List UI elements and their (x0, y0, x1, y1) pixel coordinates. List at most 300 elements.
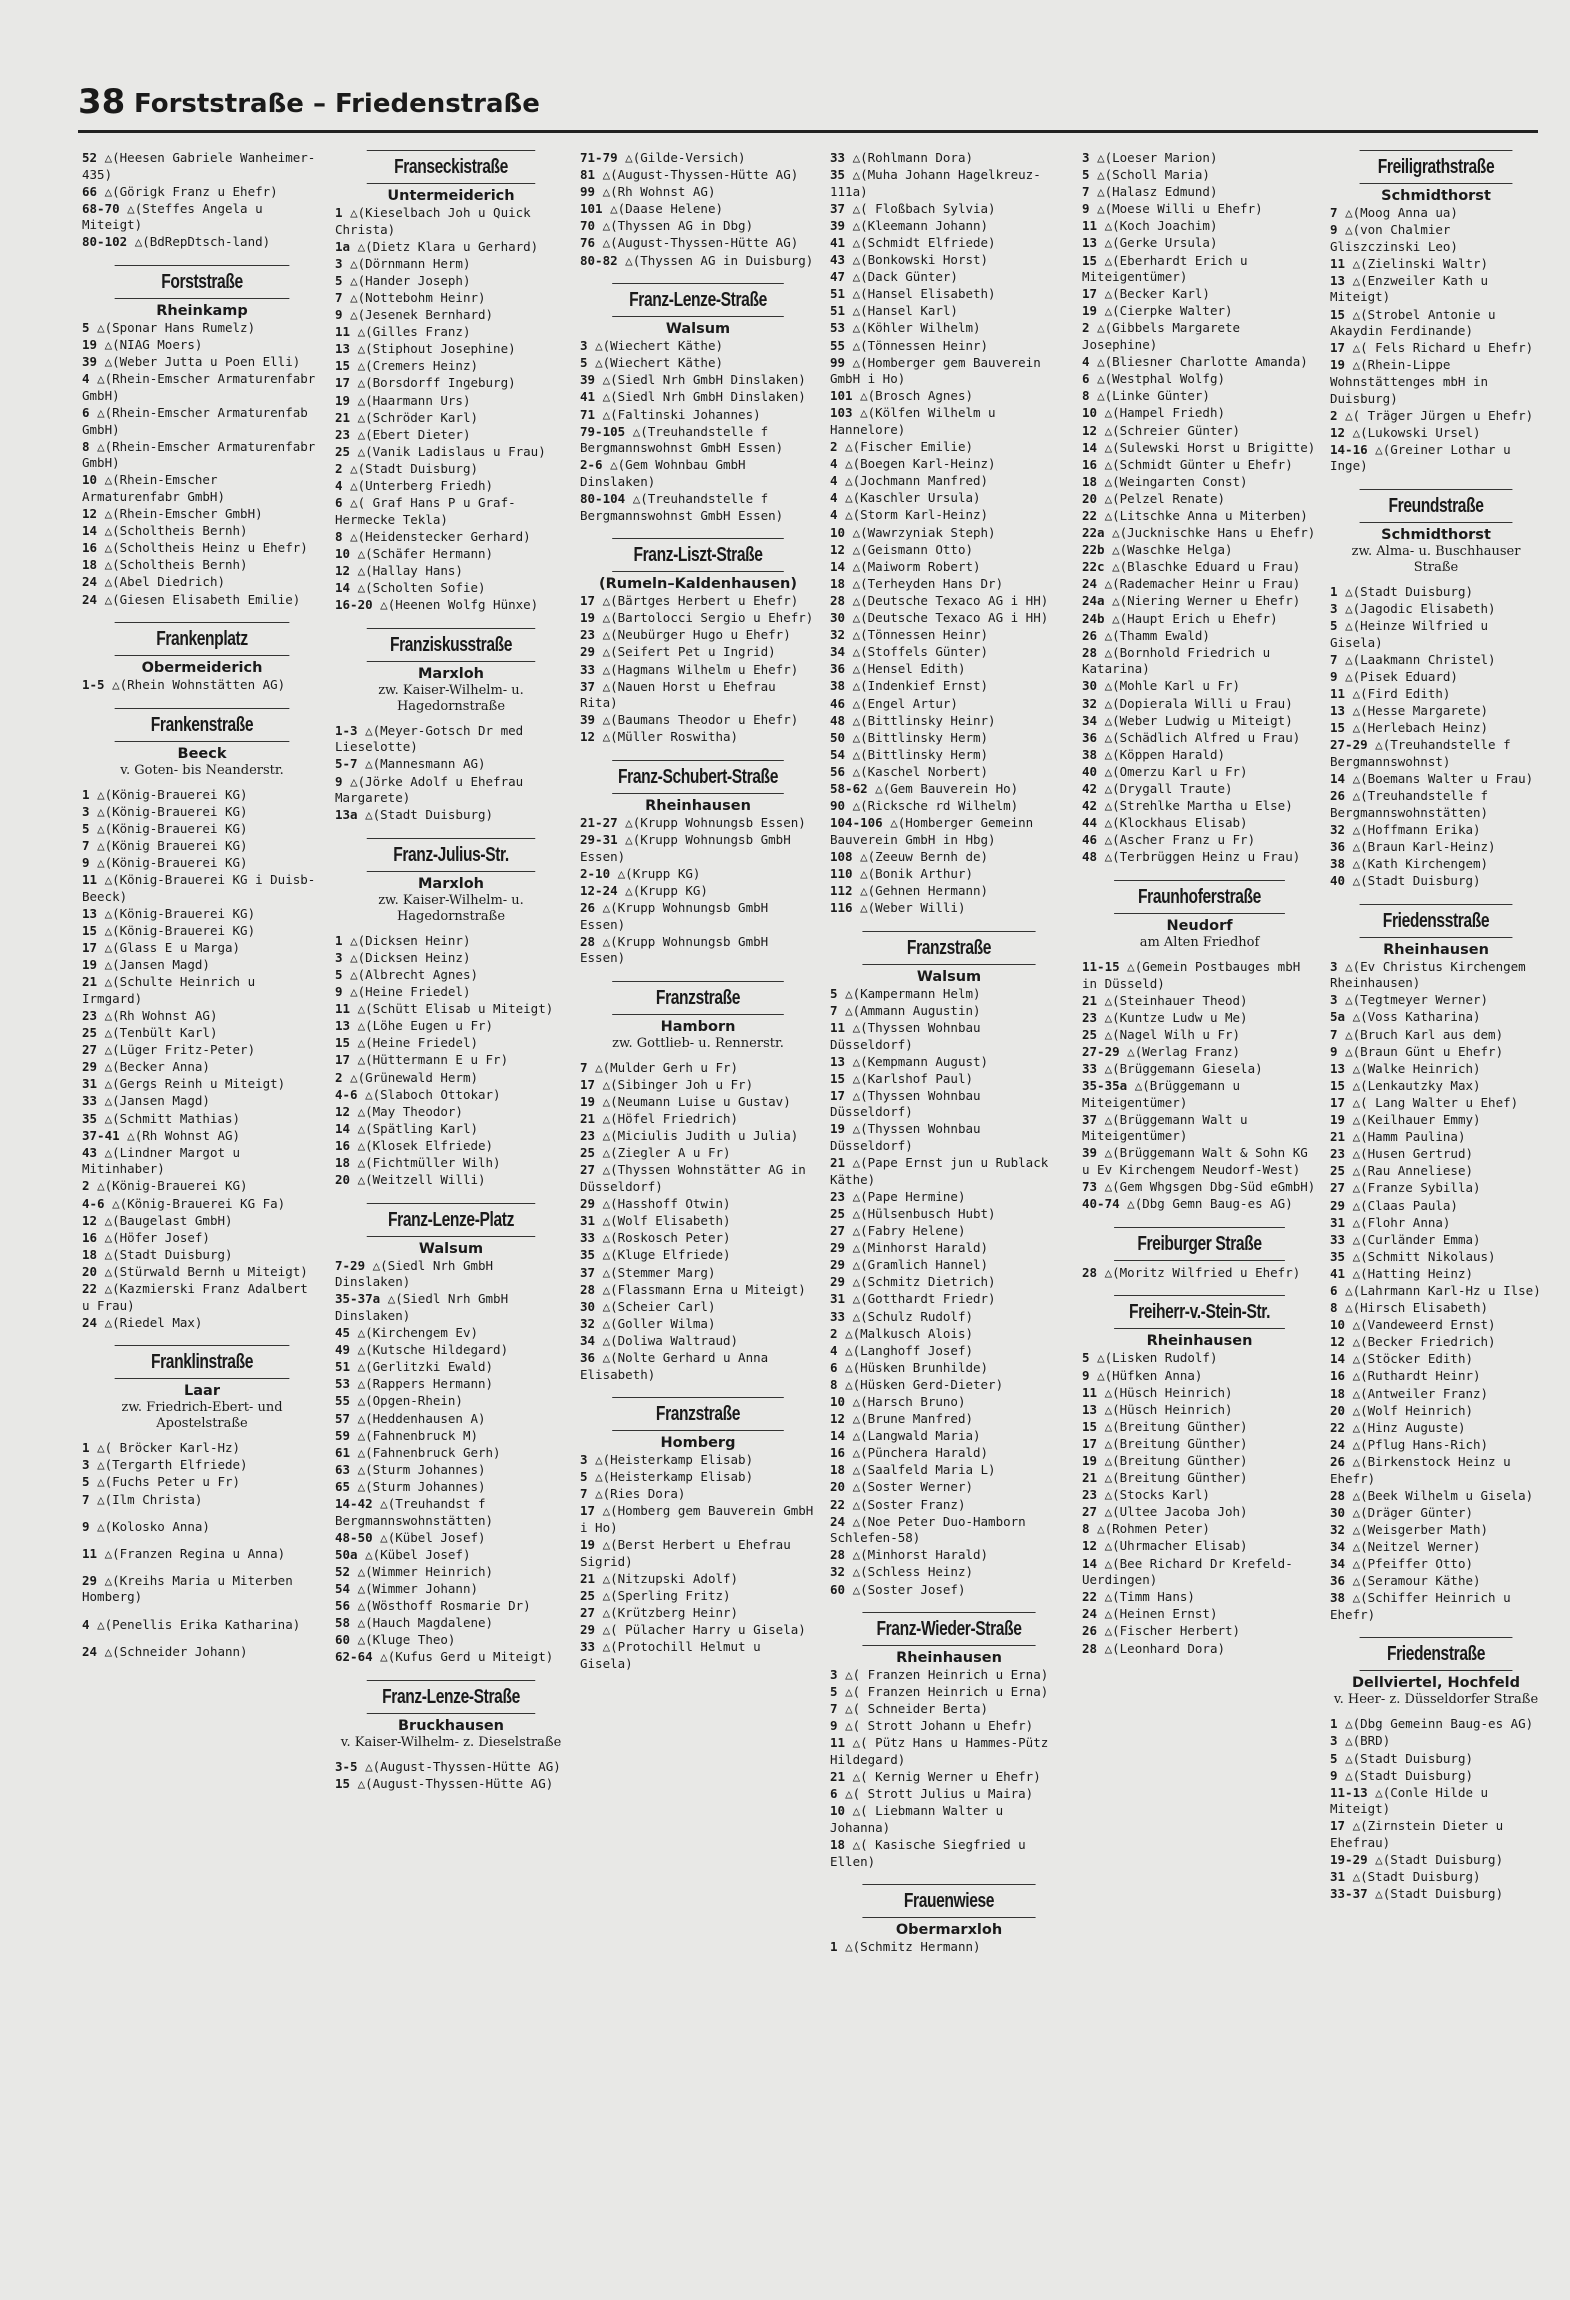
owner-name: △(Minhorst Harald) (852, 1240, 989, 1256)
owner-name: △(Langwald Maria) (852, 1428, 981, 1444)
directory-entry (580, 1350, 816, 1383)
directory-entry (1082, 423, 1317, 440)
directory-entry (335, 1759, 567, 1776)
house-number: 39 (82, 354, 98, 370)
owner-name: △(König-Brauerei KG) (97, 820, 248, 836)
directory-entry (1082, 1027, 1317, 1044)
house-number: 31 (830, 1291, 846, 1307)
street-section (1082, 880, 1317, 1213)
house-number: 1 (335, 205, 343, 220)
owner-name: △(Kempmann August) (852, 1053, 989, 1069)
owner-name: △(Stadt Duisburg) (350, 460, 478, 476)
district-name: Walsum (418, 1240, 484, 1257)
directory-entry (1330, 1751, 1542, 1768)
directory-entry (830, 986, 1068, 1003)
house-number: 71-79 (580, 150, 618, 165)
district-name: Rheinhausen (1146, 1333, 1253, 1350)
owner-name: △(Krupp KG) (625, 882, 708, 898)
house-number: 19 (580, 1537, 596, 1553)
owner-name: △(Glass E u Marga) (104, 940, 241, 956)
owner-name: △(Heesen Gabriele Wanheimer-435) (82, 150, 316, 182)
street-name: Frankenplatz (115, 622, 290, 656)
owner-name: △(Strobel Antonie u Akaydin Ferdinande) (1330, 306, 1504, 339)
owner-name: △(Heinze Wilfried u Gisela) (1330, 618, 1496, 650)
directory-entry (82, 405, 322, 438)
house-number: 15 (335, 1035, 351, 1051)
directory-entry (830, 1088, 1068, 1121)
house-number: 17 (580, 593, 596, 609)
house-number: 12 (1330, 424, 1346, 440)
owner-name: △(NIAG Moers) (104, 337, 203, 353)
owner-name: △(Stadt Duisburg) (1345, 1750, 1473, 1766)
directory-entry (830, 1274, 1068, 1291)
owner-name: △(König-Brauerei KG) (97, 786, 248, 802)
owner-name: △(Deutsche Texaco AG i HH) (852, 592, 1049, 608)
house-number: 21 (82, 974, 98, 990)
street-section (580, 1397, 821, 1672)
owner-name: △(Kazmierski Franz Adalbert u Frau) (82, 1280, 316, 1313)
directory-entry (82, 1315, 322, 1332)
owner-name: △(Muha Johann Hagelkreuz-111a) (830, 167, 1041, 199)
owner-name: △(Schütt Elisab u Miteigt) (357, 1001, 554, 1017)
street-name: Frankenstraße (115, 708, 290, 742)
house-number: 14 (830, 558, 846, 574)
owner-name: △(Zielinski Waltr) (1352, 255, 1489, 271)
owner-name: △(Fabry Helene) (852, 1223, 966, 1239)
owner-name: △(Minhorst Harald) (852, 1547, 989, 1563)
owner-name: △(Meyer-Gotsch Dr med Lieselotte) (335, 722, 531, 755)
street-name: Freiburger Straße (1114, 1227, 1285, 1261)
owner-name: △( Kasische Siegfried u Ellen) (830, 1837, 1034, 1869)
owner-name: △(Bittlinsky Herm) (852, 729, 989, 745)
directory-entry (335, 1462, 567, 1479)
street-range: zw. Kaiser-Wilhelm- u. Hagedornstraße (378, 682, 524, 714)
owner-name: △(Seramour Käthe) (1352, 1573, 1481, 1589)
owner-name: △(Scholtheis Bernh) (104, 523, 248, 539)
district-name: Bruckhausen (398, 1717, 504, 1734)
house-number: 3 (335, 255, 343, 271)
directory-entry (830, 815, 1068, 848)
house-number: 18 (1082, 473, 1098, 489)
owner-name: △(Nitzupski Adolf) (602, 1570, 739, 1586)
house-number: 34 (1330, 1555, 1346, 1571)
house-number: 4 (1082, 354, 1090, 370)
directory-entry (1082, 798, 1317, 815)
house-number: 2 (335, 460, 343, 476)
directory-entry (335, 444, 567, 461)
house-number: 32 (830, 1564, 846, 1580)
house-number: 28 (580, 1281, 596, 1297)
directory-entry (580, 1639, 816, 1672)
street-section (1082, 1227, 1317, 1282)
house-number: 7-29 (335, 1257, 366, 1273)
owner-name: △(Scholtheis Heinz u Ehefr) (104, 540, 308, 556)
directory-entry (1330, 1733, 1542, 1750)
owner-name: △(Bruch Karl aus dem) (1345, 1026, 1504, 1042)
directory-entry (830, 1564, 1068, 1581)
directory-entry (82, 1093, 322, 1110)
directory-entry (82, 1111, 322, 1128)
house-number: 25 (580, 1145, 596, 1161)
owner-name: △(Tönnessen Heinr) (852, 627, 989, 643)
owner-name: △(Schmitt Mathias) (104, 1110, 241, 1126)
directory-entry (1082, 1145, 1317, 1178)
house-number: 9 (335, 307, 343, 323)
district-name: Walsum (916, 968, 982, 985)
house-number: 5 (82, 820, 90, 836)
directory-entry (82, 855, 322, 872)
owner-name: △(Rau Anneliese) (1352, 1163, 1474, 1179)
house-number: 103 (830, 405, 853, 421)
house-number: 5 (335, 967, 343, 982)
house-number: 6 (830, 1359, 838, 1375)
directory-entry (1330, 1198, 1542, 1215)
owner-name: △( Liebmann Walter u Johanna) (830, 1803, 1011, 1835)
house-number: 9 (82, 1518, 90, 1534)
house-number: 19 (335, 392, 351, 408)
house-number: 29-31 (580, 832, 618, 848)
owner-name: △(Dbg Gemn Baug-es AG) (1127, 1196, 1293, 1212)
directory-entry (1082, 1641, 1317, 1658)
house-number: 15 (82, 923, 98, 938)
house-number: 10 (1082, 405, 1098, 421)
directory-entry (335, 1411, 567, 1428)
owner-name: △(Schreier Günter) (1104, 422, 1241, 438)
directory-entry (580, 1247, 816, 1264)
owner-name: △(Breitung Günther) (1104, 1453, 1248, 1468)
owner-name: △(Tönnessen Heinr) (852, 337, 989, 353)
directory-entry (1330, 771, 1542, 788)
owner-name: △(Hansel Elisabeth) (852, 286, 996, 302)
directory-entry (82, 234, 322, 251)
directory-entry (1082, 849, 1317, 866)
owner-name: △(Hesse Margarete) (1352, 703, 1489, 719)
street-section (335, 1203, 567, 1666)
house-number: 51 (335, 1359, 351, 1375)
street-section (82, 622, 322, 694)
house-number: 31 (82, 1076, 98, 1092)
directory-entry (335, 1615, 567, 1632)
owner-name: △(Sponar Hans Rumelz) (97, 320, 256, 336)
house-number: 8 (335, 528, 343, 544)
column-6 (1330, 150, 1542, 2280)
owner-name: △(Noe Peter Duo-Hamborn Schlefen-58) (830, 1513, 1034, 1546)
directory-entry (580, 1622, 816, 1639)
directory-entry (580, 1196, 816, 1213)
directory-entry (1082, 1538, 1317, 1555)
house-number: 13 (1330, 703, 1346, 719)
owner-name: △(Kreihs Maria u Miterben Homberg) (82, 1572, 301, 1605)
house-number: 25 (335, 443, 351, 459)
owner-name: △(Homberger gem Bauverein GmbH i Ho) (830, 354, 1049, 387)
directory-entry (335, 1632, 567, 1649)
directory-entry (1082, 1521, 1317, 1538)
directory-entry (1082, 201, 1317, 218)
house-number: 22 (830, 1496, 846, 1512)
owner-name: △(Riedel Max) (104, 1314, 203, 1330)
house-number: 37 (830, 200, 846, 216)
directory-entry (82, 184, 322, 201)
house-number: 116 (830, 900, 853, 916)
owner-name: △(Stürwald Bernh u Miteigt) (104, 1263, 308, 1279)
house-number: 13 (335, 341, 351, 357)
directory-entry (335, 1291, 567, 1324)
house-number: 17 (1082, 1435, 1098, 1451)
street-name: Friedenstraße (1360, 1637, 1513, 1671)
directory-entry (580, 662, 816, 679)
house-number: 4 (830, 1342, 838, 1358)
owner-name: △(Pelzel Renate) (1104, 490, 1226, 506)
house-number: 59 (335, 1427, 351, 1443)
owner-name: △(Linke Günter) (1097, 388, 1210, 404)
directory-entry (1082, 1453, 1317, 1470)
owner-name: △(Kaschler Ursula) (845, 490, 981, 506)
owner-name: △(Weisgerber Math) (1352, 1521, 1489, 1537)
owner-name: △(Brüggemann Walt & Sohn KG u Ev Kirchengem Neudorf-West) (1082, 1145, 1316, 1178)
district-name: Marxloh (418, 665, 484, 682)
owner-name: △(Herlebach Heinz) (1352, 720, 1489, 736)
house-number: 1 (82, 1440, 90, 1456)
house-number: 32 (1330, 1521, 1346, 1537)
house-number: 51 (830, 303, 846, 319)
directory-entry (580, 832, 816, 865)
directory-entry (580, 201, 816, 218)
owner-name: △(Greiner Lothar u Inge) (1330, 441, 1519, 474)
owner-name: △(Werlag Franz) (1127, 1043, 1241, 1059)
owner-name: △(Jesenek Bernhard) (350, 307, 494, 323)
house-number: 7 (335, 289, 343, 305)
house-number: 7 (1082, 184, 1090, 200)
house-number: 33 (580, 1639, 596, 1655)
house-number: 11 (82, 1545, 98, 1561)
column-5 (1082, 150, 1317, 2280)
directory-entry (335, 324, 567, 341)
directory-entry (830, 696, 1068, 713)
directory-entry (580, 729, 816, 746)
owner-name: △(Cremers Heinz) (357, 358, 479, 374)
owner-name: △(Dicksen Heinz) (350, 949, 471, 965)
owner-name: △(Thyssen Wohnbau Düsseldorf) (830, 1121, 989, 1154)
owner-name: △(Bonkowski Horst) (852, 252, 989, 268)
house-number: 39 (830, 217, 846, 233)
owner-name: △(Deutsche Texaco AG i HH) (852, 610, 1049, 626)
owner-name: △(Hüttermann E u Fr) (357, 1052, 509, 1068)
owner-name: △(Nolte Gerhard u Anna Elisabeth) (580, 1349, 776, 1382)
owner-name: △(Zirnstein Dieter u Ehefrau) (1330, 1818, 1511, 1850)
directory-entry (1082, 1010, 1317, 1027)
directory-entry (335, 1649, 567, 1666)
owner-name: △(Soster Josef) (852, 1581, 966, 1597)
house-number: 1-5 (82, 677, 105, 693)
owner-name: △( Träger Jürgen u Ehefr) (1345, 407, 1534, 423)
house-number: 15 (830, 1070, 846, 1086)
directory-entry (830, 1547, 1068, 1564)
house-number: 40-74 (1082, 1196, 1120, 1212)
owner-name: △(Jochmann Manfred) (845, 473, 989, 489)
directory-entry (580, 1571, 816, 1588)
directory-entry (1330, 1095, 1542, 1112)
directory-entry (335, 341, 567, 358)
directory-entry (830, 338, 1068, 355)
directory-entry (580, 424, 816, 457)
directory-entry (1082, 713, 1317, 730)
house-number: 10 (830, 1803, 846, 1819)
directory-entry (1330, 1266, 1542, 1283)
house-number: 19 (580, 1094, 596, 1110)
house-number: 20 (1330, 1402, 1346, 1418)
directory-entry (1330, 1009, 1542, 1026)
street-section (1082, 150, 1317, 866)
directory-entry (82, 923, 322, 940)
house-number: 14 (1082, 439, 1098, 455)
owner-name: △(Krupp KG) (617, 865, 701, 881)
house-number: 16 (82, 540, 98, 556)
house-number: 99 (830, 354, 846, 370)
directory-entry (335, 1496, 567, 1529)
house-number: 21 (830, 1155, 846, 1171)
owner-name: △(Beek Wilhelm u Gisela) (1352, 1487, 1534, 1503)
house-number: 49 (335, 1342, 351, 1358)
house-number: 9 (335, 773, 343, 789)
district-name: Laar (184, 1383, 220, 1400)
house-number: 63 (335, 1461, 351, 1477)
owner-name: △(Hüsch Heinrich) (1104, 1384, 1233, 1400)
directory-entry (335, 1172, 567, 1189)
directory-entry (830, 201, 1068, 218)
directory-entry (830, 1735, 1068, 1768)
owner-name: △(König-Brauerei KG i Duisb-Beeck) (82, 872, 316, 904)
owner-name: △(Löhe Eugen u Fr) (357, 1018, 494, 1034)
owner-name: △(von Chalmier Gliszczinski Leo) (1330, 222, 1458, 254)
directory-entry (335, 290, 567, 307)
owner-name: △(Dräger Günter) (1352, 1504, 1474, 1520)
directory-entry (830, 610, 1068, 627)
directory-entry (82, 1573, 322, 1606)
owner-name: △(Moog Anna ua) (1345, 205, 1458, 220)
house-number: 29 (830, 1274, 846, 1290)
owner-name: △( Strott Johann u Ehefr) (845, 1718, 1034, 1734)
house-number: 10 (830, 1393, 846, 1409)
house-number: 23 (1082, 1009, 1098, 1025)
owner-name: △(Dbg Gemeinn Baug-es AG) (1345, 1716, 1534, 1732)
owner-name: △(Harsch Bruno) (852, 1393, 966, 1409)
directory-entry (1330, 839, 1542, 856)
directory-entry (830, 286, 1068, 303)
owner-name: △(Pape Ernst jun u Rublack Käthe) (830, 1155, 1056, 1187)
house-number: 33 (82, 1093, 98, 1109)
owner-name: △(Vandeweerd Ernst) (1352, 1317, 1496, 1333)
street-range: zw. Alma- u. Buschhauser Straße (1351, 544, 1521, 575)
owner-name: △(Gibbels Margarete Josephine) (1082, 320, 1248, 353)
owner-name: △(Heinen Ernst) (1104, 1606, 1218, 1622)
district-name: Marxloh (418, 875, 484, 892)
directory-entry (82, 804, 322, 821)
owner-name: △(Wimmer Heinrich) (357, 1563, 494, 1579)
house-number: 37 (580, 1264, 596, 1280)
directory-entry (1082, 388, 1317, 405)
directory-entry (335, 1138, 567, 1155)
house-number: 10 (335, 545, 351, 561)
directory-entry (580, 1333, 816, 1350)
owner-name: △(Weitzell Willi) (357, 1172, 486, 1188)
house-number: 29 (82, 1059, 98, 1075)
directory-entry (1082, 1385, 1317, 1402)
house-number: 28 (830, 1547, 846, 1563)
house-number: 21 (580, 1570, 596, 1586)
house-number: 58-62 (830, 780, 868, 796)
directory-entry (830, 218, 1068, 235)
owner-name: △(Abel Diedrich) (104, 574, 226, 590)
house-number: 32 (1082, 695, 1098, 711)
house-number: 48-50 (335, 1529, 373, 1545)
house-number: 2 (335, 1069, 343, 1085)
owner-name: △(Schulz Rudolf) (852, 1308, 974, 1324)
house-number: 36 (580, 1349, 596, 1365)
directory-entry (335, 273, 567, 290)
house-number: 60 (830, 1581, 846, 1597)
directory-entry (1082, 167, 1317, 184)
house-number: 20 (1082, 490, 1098, 506)
house-number: 21 (1082, 1470, 1098, 1486)
directory-entry (335, 723, 567, 756)
house-number: 33 (580, 661, 596, 677)
directory-entry (335, 546, 567, 563)
owner-name: △(Heenen Wolfg Hünxe) (380, 597, 539, 613)
owner-name: △(Fichtmüller Wilh) (357, 1155, 501, 1171)
house-number: 2 (830, 1325, 838, 1341)
directory-entry (335, 1018, 567, 1035)
directory-entry (1330, 788, 1542, 821)
house-number: 8 (830, 1376, 838, 1392)
house-number: 18 (830, 575, 846, 591)
house-number: 11 (830, 1735, 846, 1751)
directory-entry (830, 900, 1068, 917)
directory-entry (335, 933, 567, 950)
directory-entry (1082, 354, 1317, 371)
owner-name: △(Ziegler A u Fr) (602, 1145, 731, 1161)
street-section (335, 150, 567, 614)
owner-name: △(Becker Friedrich) (1352, 1334, 1496, 1350)
directory-entry (830, 303, 1068, 320)
house-number: 9 (830, 1718, 838, 1734)
directory-entry (335, 1598, 567, 1615)
directory-entry (830, 1223, 1068, 1240)
owner-name: △(Krupp Wohnungsb Essen) (625, 815, 806, 831)
owner-name: △(Schädlich Alfred u Frau) (1104, 729, 1301, 745)
house-number: 9 (1330, 668, 1338, 684)
house-number: 24a (1082, 593, 1105, 609)
owner-name: △(Dack Günter) (852, 269, 958, 285)
directory-entry (1082, 508, 1317, 525)
owner-name: △(Braun Karl-Heinz) (1352, 838, 1496, 854)
directory-entry (1082, 286, 1317, 303)
house-number: 13 (1330, 1060, 1346, 1076)
directory-entry (335, 1445, 567, 1462)
directory-entry (580, 1282, 816, 1299)
house-number: 24 (82, 591, 98, 607)
house-number: 30 (830, 610, 846, 626)
directory-entry (335, 774, 567, 807)
house-number: 60 (335, 1632, 351, 1648)
owner-name: △(Tenbült Karl) (104, 1025, 218, 1041)
directory-entry (82, 1644, 322, 1661)
directory-entry (1082, 1589, 1317, 1606)
directory-entry (82, 1128, 322, 1145)
owner-name: △(Siedl Nrh GmbH Dinslaken) (335, 1291, 516, 1323)
house-number: 5 (580, 1469, 588, 1485)
owner-name: △(Waschke Helga) (1112, 542, 1233, 558)
directory-entry (82, 592, 322, 609)
